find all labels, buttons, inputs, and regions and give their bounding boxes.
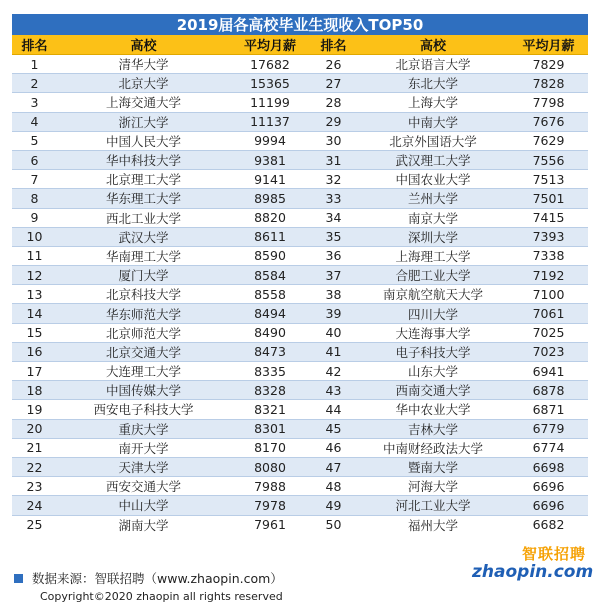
- rank-cell: 24: [12, 496, 57, 515]
- logo-en-text: zhaopin.com: [472, 562, 594, 582]
- school-cell: 西北工业大学: [57, 208, 230, 227]
- rank-cell: 8: [12, 189, 57, 208]
- school-cell: 中国农业大学: [357, 170, 509, 189]
- school-cell: 武汉大学: [57, 227, 230, 246]
- salary-cell: 6774: [509, 438, 588, 457]
- table-row: [12, 266, 588, 285]
- school-cell: 厦门大学: [57, 266, 230, 285]
- salary-cell: 6696: [509, 477, 588, 496]
- rank-cell: 17: [12, 362, 57, 381]
- rank-cell: 40: [310, 323, 357, 342]
- school-cell: 大连理工大学: [57, 362, 230, 381]
- rank-cell: 49: [310, 496, 357, 515]
- salary-cell: 7415: [509, 208, 588, 227]
- rank-cell: 18: [12, 381, 57, 400]
- table-row: [12, 304, 588, 323]
- school-cell: 西南交通大学: [357, 381, 509, 400]
- school-cell: 福州大学: [357, 515, 509, 534]
- school-cell: 天津大学: [57, 457, 230, 476]
- rank-cell: 37: [310, 266, 357, 285]
- salary-cell: 7501: [509, 189, 588, 208]
- school-cell: 湖南大学: [57, 515, 230, 534]
- school-cell: 河北工业大学: [357, 496, 509, 515]
- salary-cell: 7961: [230, 515, 310, 534]
- rank-cell: 6: [12, 150, 57, 169]
- table-row: [12, 93, 588, 112]
- salary-cell: 8558: [230, 285, 310, 304]
- rank-cell: 31: [310, 150, 357, 169]
- school-cell: 北京大学: [57, 74, 230, 93]
- salary-cell: 9141: [230, 170, 310, 189]
- table-row: [12, 342, 588, 361]
- salary-cell: 7798: [509, 93, 588, 112]
- data-source-text: 数据来源：智联招聘（www.zhaopin.com）: [32, 571, 283, 586]
- salary-cell: 6696: [509, 496, 588, 515]
- rank-cell: 32: [310, 170, 357, 189]
- school-cell: 清华大学: [57, 55, 230, 74]
- school-cell: 山东大学: [357, 362, 509, 381]
- salary-cell: 7100: [509, 285, 588, 304]
- school-cell: 南京航空航天大学: [357, 285, 509, 304]
- school-cell: 合肥工业大学: [357, 266, 509, 285]
- rank-cell: 15: [12, 323, 57, 342]
- table-row: [12, 362, 588, 381]
- salary-cell: 6682: [509, 515, 588, 534]
- header-salary: 平均月薪: [230, 35, 310, 55]
- rank-cell: 16: [12, 342, 57, 361]
- table-row: [12, 74, 588, 93]
- rank-cell: 1: [12, 55, 57, 74]
- header-school: 高校: [357, 35, 509, 55]
- salary-cell: 6779: [509, 419, 588, 438]
- school-cell: 暨南大学: [357, 457, 509, 476]
- salary-cell: 17682: [230, 55, 310, 74]
- salary-cell: 8584: [230, 266, 310, 285]
- salary-cell: 9994: [230, 131, 310, 150]
- school-cell: 兰州大学: [357, 189, 509, 208]
- header-school: 高校: [57, 35, 230, 55]
- table-row: [12, 55, 588, 74]
- salary-cell: 8170: [230, 438, 310, 457]
- table-row: [12, 150, 588, 169]
- logo-cn-text: 智联招聘: [521, 545, 586, 563]
- school-cell: 北京理工大学: [57, 170, 230, 189]
- rank-cell: 36: [310, 246, 357, 265]
- salary-cell: 6871: [509, 400, 588, 419]
- school-cell: 北京交通大学: [57, 342, 230, 361]
- table-row: [12, 112, 588, 131]
- salary-cell: 8820: [230, 208, 310, 227]
- rank-cell: 12: [12, 266, 57, 285]
- salary-cell: 8080: [230, 457, 310, 476]
- rank-cell: 48: [310, 477, 357, 496]
- table-row: [12, 170, 588, 189]
- table-row: [12, 400, 588, 419]
- rank-cell: 5: [12, 131, 57, 150]
- rank-cell: 20: [12, 419, 57, 438]
- header-salary: 平均月薪: [509, 35, 588, 55]
- school-cell: 西安交通大学: [57, 477, 230, 496]
- rank-cell: 43: [310, 381, 357, 400]
- table-title: 2019届各高校毕业生现收入TOP50: [12, 14, 588, 35]
- table-row: [12, 227, 588, 246]
- school-cell: 南开大学: [57, 438, 230, 457]
- rank-cell: 14: [12, 304, 57, 323]
- rank-cell: 33: [310, 189, 357, 208]
- table-row: [12, 131, 588, 150]
- rank-cell: 23: [12, 477, 57, 496]
- rank-cell: 7: [12, 170, 57, 189]
- rank-cell: 19: [12, 400, 57, 419]
- salary-cell: 8985: [230, 189, 310, 208]
- salary-cell: 8335: [230, 362, 310, 381]
- rank-cell: 50: [310, 515, 357, 534]
- salary-cell: 7829: [509, 55, 588, 74]
- table-row: [12, 189, 588, 208]
- salary-cell: 8301: [230, 419, 310, 438]
- school-cell: 上海交通大学: [57, 93, 230, 112]
- salary-cell: 8321: [230, 400, 310, 419]
- school-cell: 重庆大学: [57, 419, 230, 438]
- rank-cell: 27: [310, 74, 357, 93]
- salary-cell: 7025: [509, 323, 588, 342]
- school-cell: 上海大学: [357, 93, 509, 112]
- table-row: [12, 477, 588, 496]
- table-row: [12, 208, 588, 227]
- salary-cell: 11137: [230, 112, 310, 131]
- school-cell: 中国人民大学: [57, 131, 230, 150]
- rank-cell: 46: [310, 438, 357, 457]
- salary-cell: 7988: [230, 477, 310, 496]
- salary-cell: 7023: [509, 342, 588, 361]
- header-rank: 排名: [12, 35, 57, 55]
- school-cell: 西安电子科技大学: [57, 400, 230, 419]
- rank-cell: 22: [12, 457, 57, 476]
- rank-cell: 34: [310, 208, 357, 227]
- school-cell: 华东理工大学: [57, 189, 230, 208]
- rank-cell: 11: [12, 246, 57, 265]
- salary-cell: 8473: [230, 342, 310, 361]
- bullet-square-icon: [14, 574, 23, 583]
- salary-cell: 7393: [509, 227, 588, 246]
- table-header-row: [12, 35, 588, 55]
- table-row: [12, 496, 588, 515]
- salary-ranking-table: [12, 35, 588, 534]
- rank-cell: 35: [310, 227, 357, 246]
- school-cell: 东北大学: [357, 74, 509, 93]
- school-cell: 河海大学: [357, 477, 509, 496]
- rank-cell: 42: [310, 362, 357, 381]
- header-rank: 排名: [310, 35, 357, 55]
- school-cell: 北京语言大学: [357, 55, 509, 74]
- salary-cell: 15365: [230, 74, 310, 93]
- salary-cell: 8494: [230, 304, 310, 323]
- salary-cell: 7061: [509, 304, 588, 323]
- rank-cell: 45: [310, 419, 357, 438]
- school-cell: 北京师范大学: [57, 323, 230, 342]
- school-cell: 中南财经政法大学: [357, 438, 509, 457]
- rank-cell: 28: [310, 93, 357, 112]
- table-row: [12, 246, 588, 265]
- table-row: [12, 419, 588, 438]
- school-cell: 华中农业大学: [357, 400, 509, 419]
- rank-cell: 9: [12, 208, 57, 227]
- salary-cell: 9381: [230, 150, 310, 169]
- copyright-text: Copyright©2020 zhaopin all rights reserved: [40, 590, 283, 603]
- salary-cell: 6698: [509, 457, 588, 476]
- salary-cell: 8611: [230, 227, 310, 246]
- rank-cell: 44: [310, 400, 357, 419]
- school-cell: 武汉理工大学: [357, 150, 509, 169]
- table-row: [12, 381, 588, 400]
- rank-cell: 2: [12, 74, 57, 93]
- rank-cell: 21: [12, 438, 57, 457]
- school-cell: 中国传媒大学: [57, 381, 230, 400]
- table-row: [12, 438, 588, 457]
- school-cell: 浙江大学: [57, 112, 230, 131]
- school-cell: 华中科技大学: [57, 150, 230, 169]
- school-cell: 大连海事大学: [357, 323, 509, 342]
- salary-cell: 8328: [230, 381, 310, 400]
- school-cell: 中山大学: [57, 496, 230, 515]
- rank-cell: 38: [310, 285, 357, 304]
- rank-cell: 29: [310, 112, 357, 131]
- rank-cell: 3: [12, 93, 57, 112]
- table-row: [12, 323, 588, 342]
- school-cell: 深圳大学: [357, 227, 509, 246]
- school-cell: 四川大学: [357, 304, 509, 323]
- table-row: [12, 457, 588, 476]
- school-cell: 华南理工大学: [57, 246, 230, 265]
- salary-cell: 7629: [509, 131, 588, 150]
- salary-cell: 6878: [509, 381, 588, 400]
- rank-cell: 30: [310, 131, 357, 150]
- salary-cell: 7978: [230, 496, 310, 515]
- school-cell: 北京外国语大学: [357, 131, 509, 150]
- table-row: [12, 285, 588, 304]
- salary-cell: 6941: [509, 362, 588, 381]
- rank-cell: 4: [12, 112, 57, 131]
- rank-cell: 13: [12, 285, 57, 304]
- rank-cell: 26: [310, 55, 357, 74]
- salary-cell: 8490: [230, 323, 310, 342]
- salary-cell: 7828: [509, 74, 588, 93]
- rank-cell: 39: [310, 304, 357, 323]
- salary-cell: 7676: [509, 112, 588, 131]
- rank-cell: 10: [12, 227, 57, 246]
- zhaopin-logo: [472, 543, 594, 582]
- salary-cell: 11199: [230, 93, 310, 112]
- school-cell: 电子科技大学: [357, 342, 509, 361]
- table-row: [12, 515, 588, 534]
- school-cell: 上海理工大学: [357, 246, 509, 265]
- school-cell: 华东师范大学: [57, 304, 230, 323]
- school-cell: 吉林大学: [357, 419, 509, 438]
- rank-cell: 47: [310, 457, 357, 476]
- rank-cell: 41: [310, 342, 357, 361]
- school-cell: 中南大学: [357, 112, 509, 131]
- rank-cell: 25: [12, 515, 57, 534]
- school-cell: 南京大学: [357, 208, 509, 227]
- salary-cell: 7556: [509, 150, 588, 169]
- salary-cell: 8590: [230, 246, 310, 265]
- table-body: [12, 55, 588, 535]
- school-cell: 北京科技大学: [57, 285, 230, 304]
- salary-cell: 7513: [509, 170, 588, 189]
- salary-cell: 7338: [509, 246, 588, 265]
- data-source-note: [14, 569, 283, 587]
- salary-cell: 7192: [509, 266, 588, 285]
